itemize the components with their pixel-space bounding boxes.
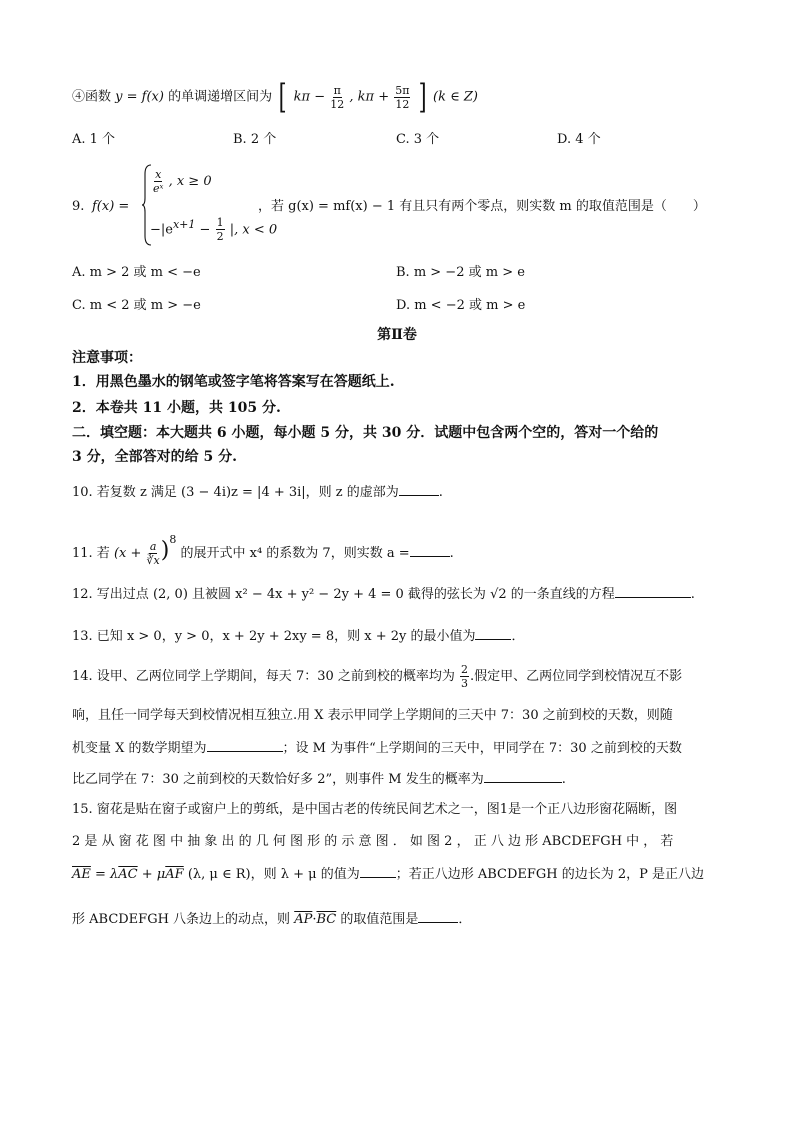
q10: 10. 若复数 z 满足 (3 − 4i)z = |4 + 3i|，则 z 的虚部为 . — [72, 482, 443, 502]
q13: 13. 已知 x > 0，y > 0，x + 2y + 2xy = 8，则 x + 2y 的最小值为 ． — [72, 626, 525, 646]
fill-heading-1: 二．填空题：本大题共 6 小题，每小题 5 分，共 30 分．试题中包含两个空的，答对一个给的 — [72, 425, 659, 441]
q9-case-2: $-|e^{x+1}$ − $\frac{1}{2}$ |, x < 0 — [150, 216, 278, 244]
section-title: 第Ⅱ卷 — [377, 327, 417, 343]
q15-line-2: 2 是 从 窗 花 图 中 抽 象 出 的 几 何 图 形 的 示 意 图 ． 如 图 2 ， 正 八 边 形 ABCDEFGH 中 ， 若 — [72, 834, 674, 849]
q9-option-c: C. m < 2 或 m > −e — [72, 298, 201, 313]
item-4-k1: kπ − — [293, 89, 326, 105]
q9-option-b: B. m > −2 或 m > e — [396, 265, 525, 280]
q9-fx: f(x) = — [92, 199, 130, 214]
answer-blank — [484, 769, 562, 783]
q8-option-c: C. 3 个 — [396, 132, 440, 147]
q8-option-a: A. 1 个 — [72, 132, 116, 147]
q9-number: 9. — [72, 199, 85, 214]
q11: 11. 若 (x + $\frac{a}{∛x}$ )$^8$ 的展开式中 x⁴ 的系数为 7，则实数 a = . — [72, 533, 454, 567]
item-4-cond: (k ∈ Z) — [433, 89, 478, 105]
notice-heading: 注意事项： — [72, 350, 142, 366]
q14-line-4: 比乙同学在 7：30 之前到校的天数恰好多 2”，则事件 M 发生的概率为 . — [72, 769, 566, 789]
item-4 — [72, 77, 478, 117]
q9-stem: ，若 g(x) = mf(x) − 1 有且只有两个零点，则实数 m 的取值范围是（ ） — [258, 199, 706, 214]
q14-line-1: 14. 设甲、乙两位同学上学期间，每天 7：30 之前到校的概率均为 $\frac{2}{3}$ .假定甲、乙两位同学到校情况互不影 — [72, 663, 683, 690]
answer-blank — [418, 909, 458, 923]
q9-case-1: $\frac{x}{\text{eˣ}}$ , x ≥ 0 — [153, 168, 212, 195]
right-bracket: ] — [418, 77, 427, 117]
fraction-5pi-12: $\frac{5\pi}{12}$ — [395, 83, 410, 111]
item-4-func: y = f(x) — [115, 89, 164, 105]
q8-option-d: D. 4 个 — [557, 132, 601, 147]
fraction-pi-12: $\frac{\pi}{12}$ — [330, 83, 345, 111]
q15-line-3: $\overline{AE} = \lambda\overline{AC} + \mu\overline{AF}$ (λ, μ ∈ R)，则 λ + μ 的值为 ；若正八边形 ABCDEFGH 的边长为 2，P 是正八边 — [72, 864, 704, 884]
fill-heading-2: 3 分，全部答对的给 5 分. — [72, 449, 237, 465]
item-4-prefix: ④函数 — [72, 89, 112, 105]
left-bracket: [ — [278, 77, 287, 117]
q14-line-2: 响，且任一同学每天到校情况相互独立.用 X 表示甲同学上学期间的三天中 7：30 之前到校的天数，则随 — [72, 708, 673, 723]
q9-option-a: A. m > 2 或 m < −e — [72, 265, 201, 280]
answer-blank — [410, 543, 450, 557]
answer-blank — [475, 626, 511, 640]
q14-line-3: 机变量 X 的数学期望为 ；设 M 为事件“上学期间的三天中，甲同学在 7：30 之前到校的天数 — [72, 738, 682, 758]
answer-blank — [360, 864, 396, 878]
notice-1: 1．用黑色墨水的钢笔或签字笔将答案写在答题纸上. — [72, 374, 395, 390]
item-4-k2: , kπ + — [349, 89, 390, 105]
q9-option-d: D. m < −2 或 m > e — [396, 298, 526, 313]
q8-option-b: B. 2 个 — [233, 132, 277, 147]
q15-line-4: 形 ABCDEFGH 八条边上的动点，则 $\overline{AP}\cdot\overline{BC}$ 的取值范围是 ． — [72, 909, 471, 929]
item-4-mid: 的单调递增区间为 — [168, 89, 273, 105]
answer-blank — [615, 584, 691, 598]
q15-line-1: 15. 窗花是贴在窗子或窗户上的剪纸，是中国古老的传统民间艺术之一，图1是一个正八边形窗花隔断，图 — [72, 802, 678, 817]
notice-2: 2．本卷共 11 小题，共 105 分. — [72, 400, 281, 416]
q12: 12. 写出过点 (2, 0) 且被圆 x² − 4x + y² − 2y + 4 = 0 截得的弦长为 √2 的一条直线的方程 . — [72, 584, 695, 604]
answer-blank — [207, 738, 283, 752]
answer-blank — [399, 482, 439, 496]
